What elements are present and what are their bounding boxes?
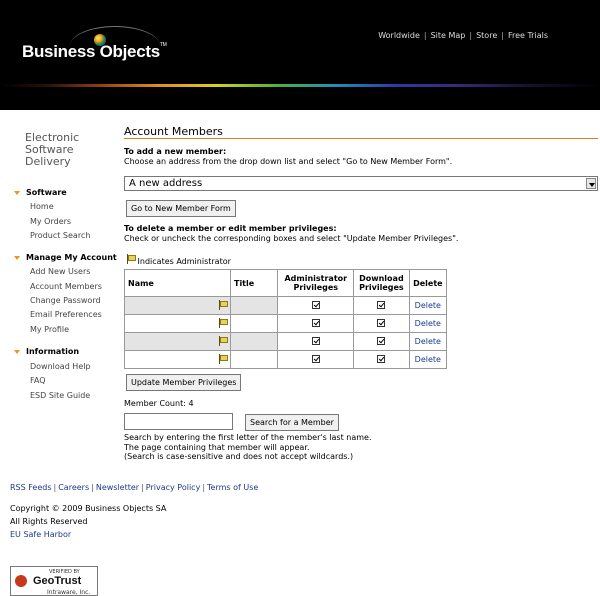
admin-flag-icon <box>126 254 135 264</box>
header-spectrum-bar <box>0 84 600 87</box>
footer-links: RSS Feeds | Careers | Newsletter | Privacy Policy | Terms of Use <box>10 483 259 492</box>
download-checkbox[interactable] <box>377 337 385 345</box>
download-privilege-cell <box>354 315 410 333</box>
geotrust-logo-icon <box>15 575 27 587</box>
esd-brand: Electronic Software Delivery <box>25 131 80 168</box>
table-row <box>125 297 447 315</box>
triangle-down-icon <box>14 191 20 195</box>
admin-flag-icon <box>218 318 227 328</box>
table-row <box>125 333 447 351</box>
col-name: Name <box>125 270 231 297</box>
nav-my-profile[interactable]: My Profile <box>30 325 70 334</box>
nav-section-software: Software <box>14 188 67 197</box>
delete-cell <box>409 297 446 315</box>
search-member-button[interactable]: Search for a Member <box>245 414 339 431</box>
table-row <box>125 315 447 333</box>
footer-privacy-policy[interactable]: Privacy Policy <box>145 483 201 492</box>
member-title-cell <box>230 315 277 333</box>
nav-change-password[interactable]: Change Password <box>30 296 101 305</box>
admin-checkbox[interactable] <box>312 355 320 363</box>
address-select[interactable]: A new address <box>124 176 598 191</box>
footer-newsletter[interactable]: Newsletter <box>95 483 140 492</box>
nav-home[interactable]: Home <box>30 202 54 211</box>
topnav-worldwide[interactable]: Worldwide <box>378 31 420 40</box>
nav-faq[interactable]: FAQ <box>30 376 46 385</box>
col-title: Title <box>230 270 277 297</box>
download-checkbox[interactable] <box>377 301 385 309</box>
geotrust-badge[interactable]: VERIFIED BY GeoTrust Intraware, Inc. <box>10 566 98 596</box>
table-header-row <box>125 270 447 297</box>
go-to-new-member-form-button[interactable]: Go to New Member Form <box>126 200 236 217</box>
member-search-input[interactable] <box>124 413 233 430</box>
triangle-down-icon <box>14 256 20 260</box>
add-member-heading: To add a new member: <box>124 147 227 156</box>
admin-checkbox[interactable] <box>312 337 320 345</box>
delete-cell <box>409 351 446 369</box>
member-name-cell <box>125 333 231 351</box>
nav-add-new-users[interactable]: Add New Users <box>30 267 91 276</box>
col-delete: Delete <box>409 270 446 297</box>
all-rights-reserved: All Rights Reserved <box>10 517 88 526</box>
triangle-down-icon <box>14 350 20 354</box>
admin-privilege-cell <box>278 315 354 333</box>
nav-my-orders[interactable]: My Orders <box>30 217 72 226</box>
page-title: Account Members <box>124 125 223 138</box>
member-title-cell <box>230 351 277 369</box>
member-title-cell <box>230 297 277 315</box>
delete-link[interactable]: Delete <box>414 355 441 364</box>
download-privilege-cell <box>354 351 410 369</box>
delete-link[interactable]: Delete <box>414 301 441 310</box>
add-member-instructions: Choose an address from the drop down list and select "Go to New Member Form". <box>124 157 453 166</box>
business-objects-logo[interactable]: Business Objects™ <box>22 42 167 61</box>
nav-section-manage-account: Manage My Account <box>14 253 117 262</box>
admin-checkbox[interactable] <box>312 319 320 327</box>
footer-careers[interactable]: Careers <box>58 483 90 492</box>
search-help-line-1: Search by entering the first letter of the member's last name. <box>124 433 372 442</box>
edit-member-heading: To delete a member or edit member privileges: <box>124 224 337 233</box>
admin-legend: Indicates Administrator <box>126 254 231 266</box>
col-admin-privileges: Administrator Privileges <box>278 270 354 297</box>
members-table <box>124 269 447 369</box>
topnav-free-trials[interactable]: Free Trials <box>507 31 548 40</box>
nav-section-information: Information <box>14 347 79 356</box>
admin-privilege-cell <box>278 351 354 369</box>
delete-link[interactable]: Delete <box>414 319 441 328</box>
admin-flag-icon <box>218 354 227 364</box>
download-checkbox[interactable] <box>377 319 385 327</box>
topnav-site-map[interactable]: Site Map <box>430 31 466 40</box>
delete-cell <box>409 315 446 333</box>
eu-safe-harbor-link[interactable]: EU Safe Harbor <box>10 530 72 539</box>
nav-product-search[interactable]: Product Search <box>30 231 91 240</box>
chevron-down-icon[interactable] <box>586 178 596 189</box>
download-checkbox[interactable] <box>377 355 385 363</box>
download-privilege-cell <box>354 297 410 315</box>
nav-account-members[interactable]: Account Members <box>30 282 102 291</box>
nav-email-preferences[interactable]: Email Preferences <box>30 310 102 319</box>
search-help-line-2: The page containing that member will appear. <box>124 443 310 452</box>
title-divider <box>124 138 598 139</box>
member-name-cell <box>125 315 231 333</box>
update-member-privileges-button[interactable]: Update Member Privileges <box>126 374 241 391</box>
edit-member-instructions: Check or uncheck the corresponding boxes and select "Update Member Privileges". <box>124 234 459 243</box>
admin-flag-icon <box>218 336 227 346</box>
nav-download-help[interactable]: Download Help <box>30 362 91 371</box>
site-header <box>0 0 600 110</box>
delete-cell <box>409 333 446 351</box>
member-count: Member Count: 4 <box>124 399 194 408</box>
footer-terms-of-use[interactable]: Terms of Use <box>207 483 259 492</box>
download-privilege-cell <box>354 333 410 351</box>
copyright: Copyright © 2009 Business Objects SA <box>10 504 167 513</box>
table-row <box>125 351 447 369</box>
delete-link[interactable]: Delete <box>414 337 441 346</box>
admin-privilege-cell <box>278 297 354 315</box>
admin-flag-icon <box>218 300 227 310</box>
member-title-cell <box>230 333 277 351</box>
footer-rss-feeds[interactable]: RSS Feeds <box>10 483 52 492</box>
member-name-cell <box>125 297 231 315</box>
admin-checkbox[interactable] <box>312 301 320 309</box>
topnav-store[interactable]: Store <box>476 31 498 40</box>
search-help-line-3: (Search is case-sensitive and does not accept wildcards.) <box>124 452 354 461</box>
top-nav: Worldwide | Site Map | Store | Free Trials <box>378 31 548 40</box>
member-name-cell <box>125 351 231 369</box>
nav-esd-site-guide[interactable]: ESD Site Guide <box>30 391 91 400</box>
col-download-privileges: Download Privileges <box>354 270 410 297</box>
admin-privilege-cell <box>278 333 354 351</box>
